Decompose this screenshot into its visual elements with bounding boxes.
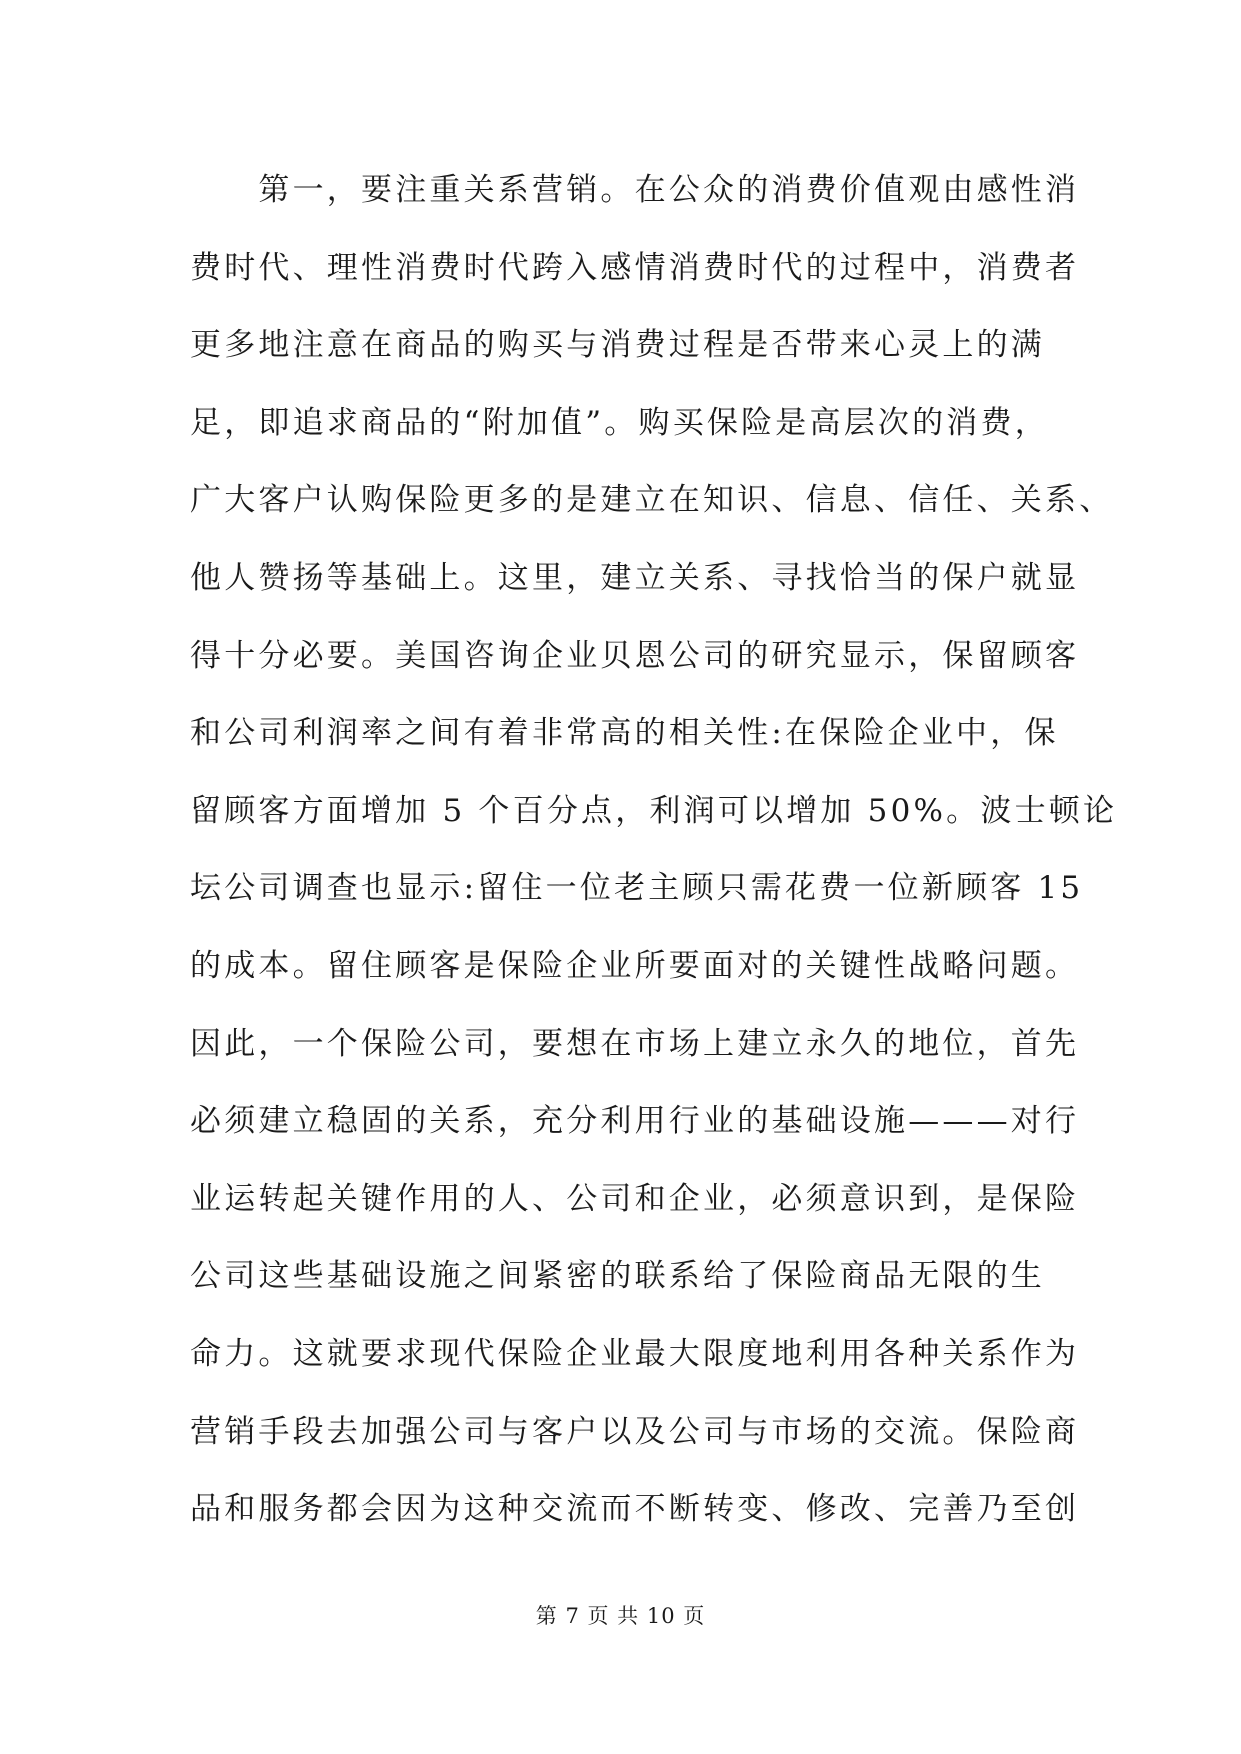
text-line-14: 业运转起关键作用的人、公司和企业，必须意识到，是保险 [190,1180,1080,1217]
text-line-13: 必须建立稳固的关系，充分利用行业的基础设施———对行 [190,1103,1080,1140]
text-line-6: 他人赞扬等基础上。这里，建立关系、寻找恰当的保户就显 [190,559,1080,596]
text-line-12: 因此，一个保险公司，要想在市场上建立永久的地位，首先 [190,1025,1080,1062]
text-line-9: 留顾客方面增加 5 个百分点，利润可以增加 50%。波士顿论 [190,792,1118,829]
text-line-15: 公司这些基础设施之间紧密的联系给了保险商品无限的生 [190,1258,1045,1295]
text-line-16: 命力。这就要求现代保险企业最大限度地利用各种关系作为 [190,1335,1080,1372]
body-text [190,164,1118,1561]
text-line-17: 营销手段去加强公司与客户以及公司与市场的交流。保险商 [190,1413,1080,1450]
page-number-footer: 第 7 页 共 10 页 [535,1604,706,1628]
text-line-11: 的成本。留住顾客是保险企业所要面对的关键性战略问题。 [190,947,1080,984]
text-line-5: 广大客户认购保险更多的是建立在知识、信息、信任、关系、 [190,482,1114,519]
text-line-10: 坛公司调查也显示:留住一位老主顾只需花费一位新顾客 15 [190,870,1084,907]
text-line-2: 费时代、理性消费时代跨入感情消费时代的过程中，消费者 [190,249,1080,286]
text-line-3: 更多地注意在商品的购买与消费过程是否带来心灵上的满 [190,327,1045,364]
text-line-8: 和公司利润率之间有着非常高的相关性:在保险企业中，保 [190,715,1059,752]
text-line-18: 品和服务都会因为这种交流而不断转变、修改、完善乃至创 [190,1491,1080,1528]
text-line-7: 得十分必要。美国咨询企业贝恩公司的研究显示，保留顾客 [190,637,1080,674]
text-line-1: 第一，要注重关系营销。在公众的消费价值观由感性消 [190,172,1080,208]
text-line-4: 足，即追求商品的“附加值”。购买保险是高层次的消费， [190,404,1049,441]
